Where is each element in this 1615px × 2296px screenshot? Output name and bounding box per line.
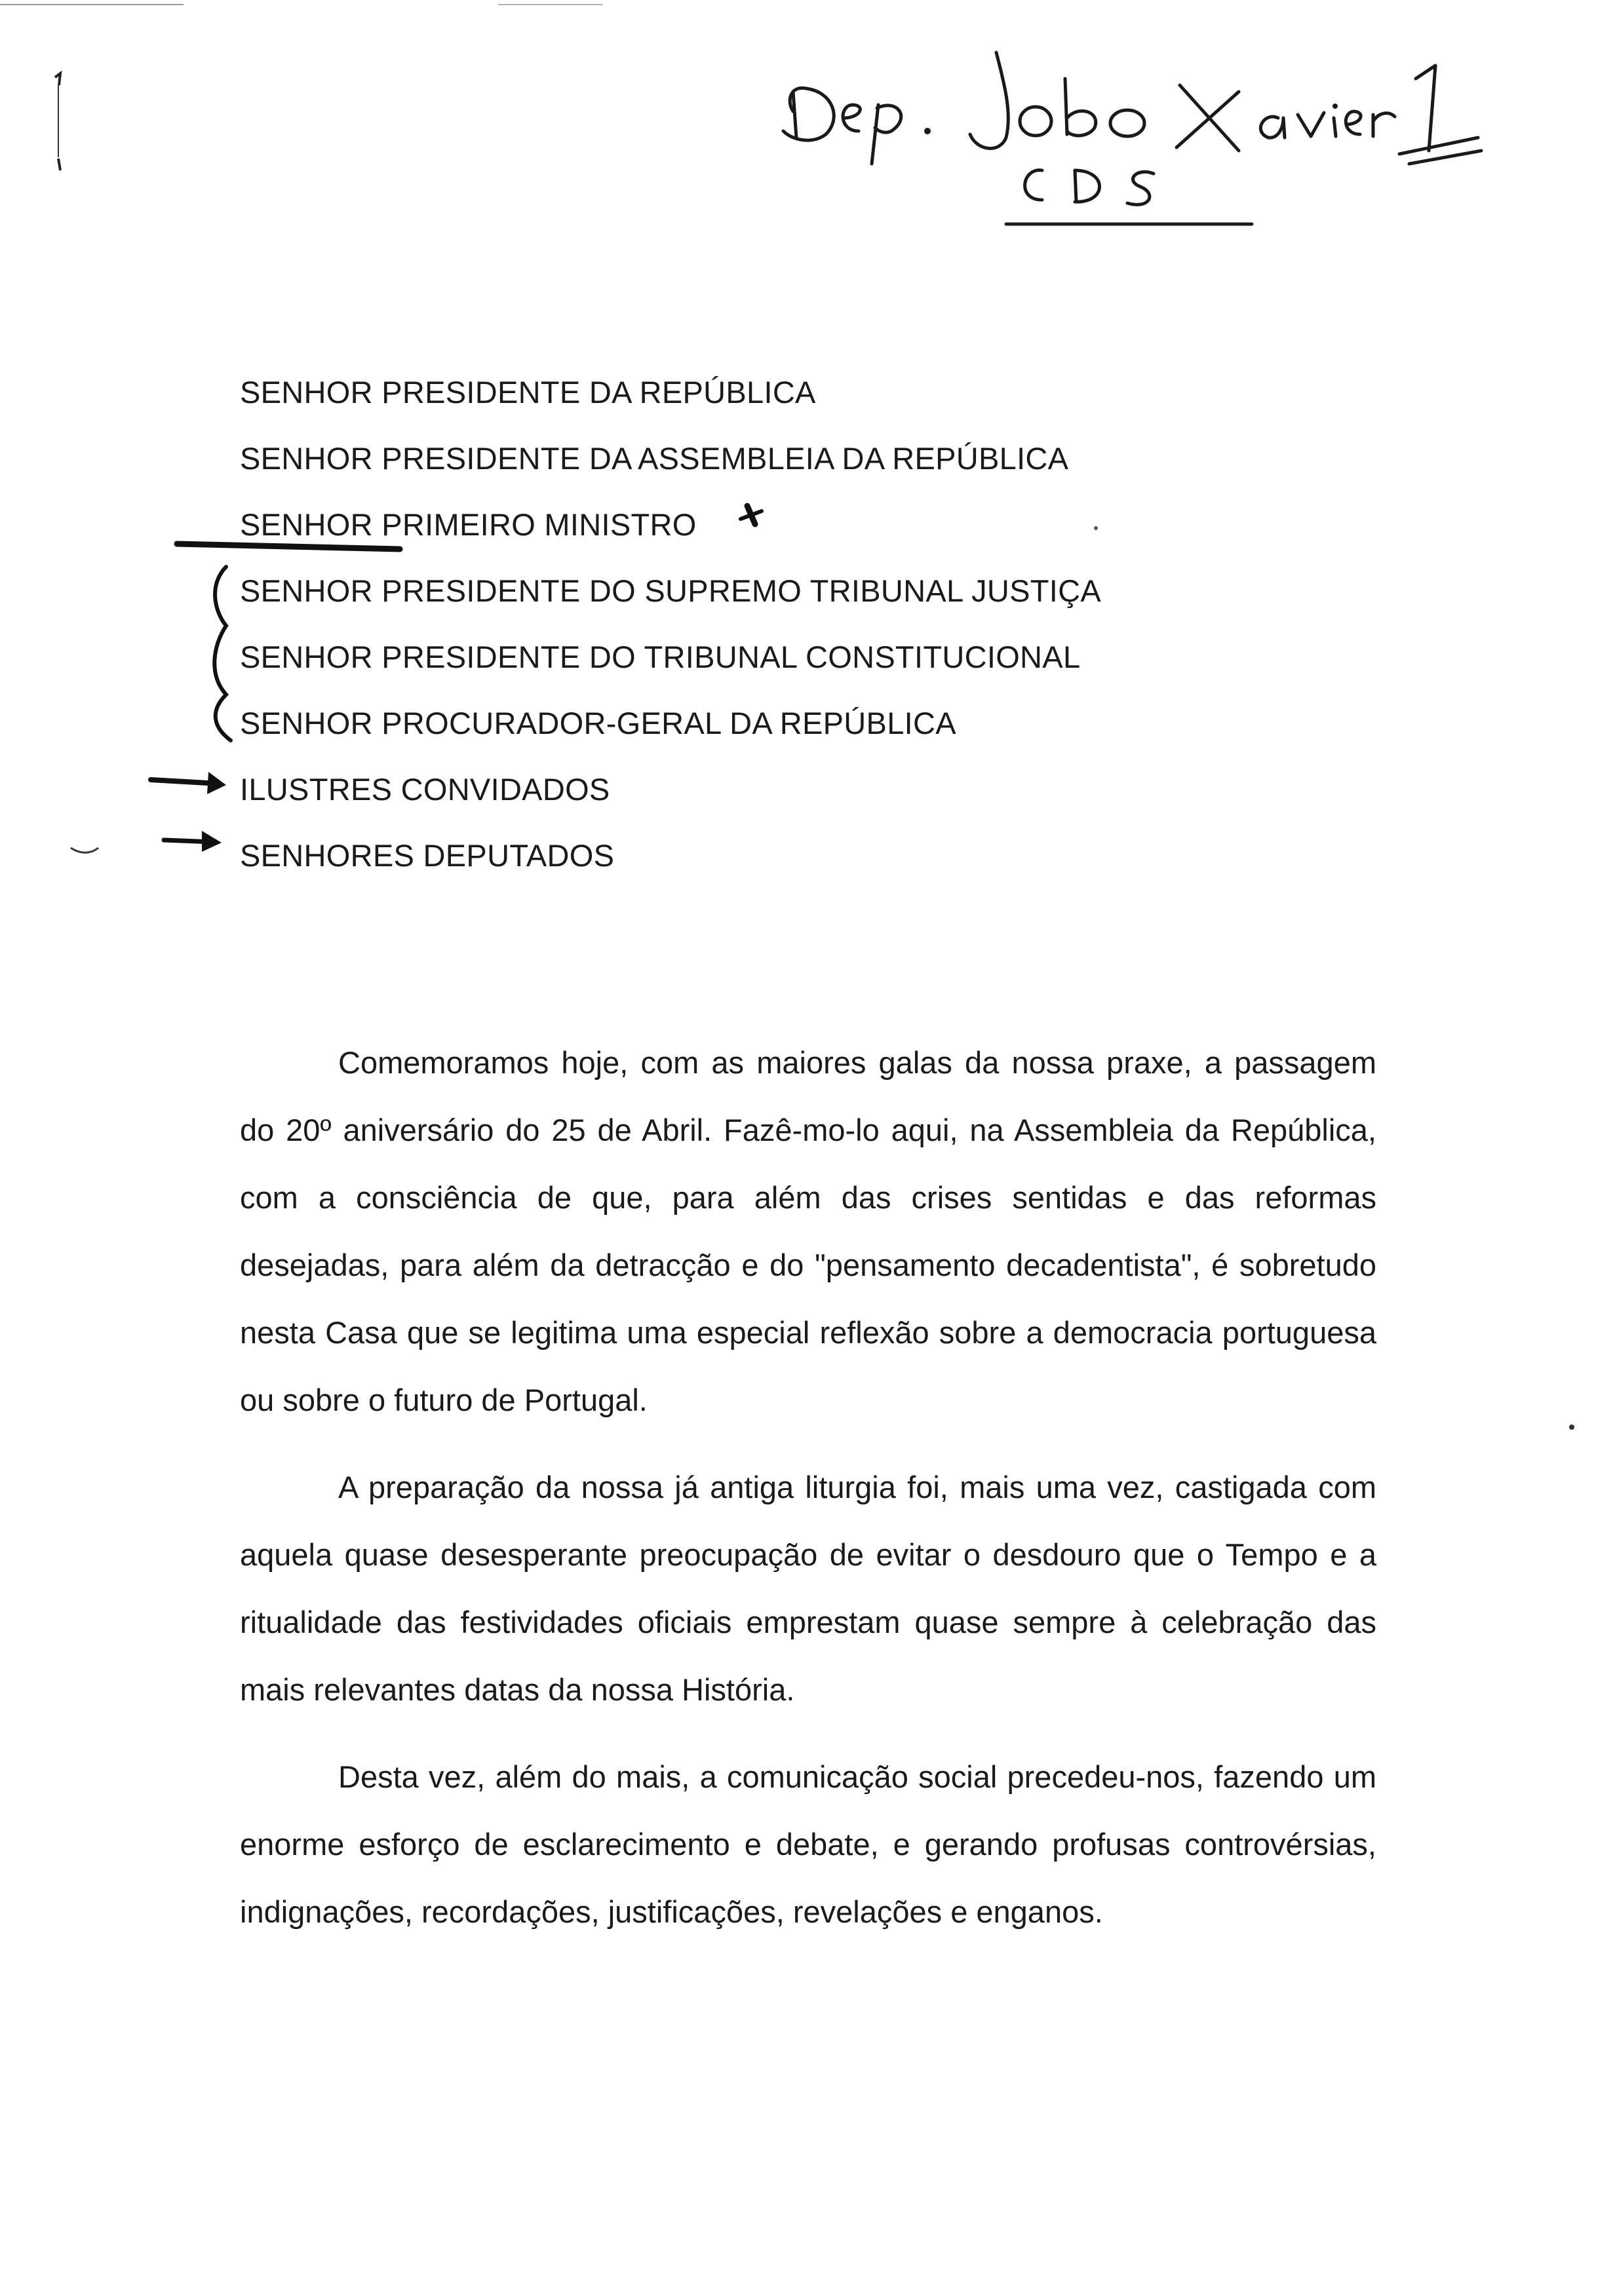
salutation-line: ILUSTRES CONVIDADOS	[240, 772, 610, 807]
salutation-line: SENHOR PROCURADOR-GERAL DA REPÚBLICA	[240, 706, 956, 740]
salutation-line: SENHOR PRESIDENTE DO SUPREMO TRIBUNAL JUSTIÇA	[240, 573, 1102, 608]
salutation-line: SENHORES DEPUTADOS	[240, 838, 615, 873]
body-paragraph: Comemoramos hoje, com as maiores galas da nossa praxe, a passagem do 20º aniversário do 25 de Abril. Fazê-mo-lo aqui, na Assembleia da República, com a consciência de que, para além das crises sentidas e das reformas desejadas, para além da detracção e do "pensamento decadentista", é sobretudo nesta Casa que se legitima uma especial reflexão sobre a democracia portuguesa ou sobre o futuro de Portugal.	[240, 1045, 1376, 1417]
salutation-line: SENHOR PRESIDENTE DO TRIBUNAL CONSTITUCIONAL	[240, 640, 1081, 674]
salutation-list	[240, 359, 1485, 889]
salutation-line: SENHOR PRIMEIRO MINISTRO	[240, 507, 697, 542]
body-paragraph: A preparação da nossa já antiga liturgia foi, mais uma vez, castigada com aquela quase desesperante preocupação de evitar o desdouro que o Tempo e a ritualidade das festividades oficiais emprestam quase sempre à celebração das mais relevantes datas da nossa História.	[240, 1470, 1376, 1707]
salutation-line: SENHOR PRESIDENTE DA ASSEMBLEIA DA REPÚBLICA	[240, 441, 1069, 476]
salutation-line: SENHOR PRESIDENTE DA REPÚBLICA	[240, 375, 816, 410]
body-paragraph: Desta vez, além do mais, a comunicação social precedeu-nos, fazendo um enorme esforço de esclarecimento e debate, e gerando profusas controvérsias, indignações, recordações, justificações, revelações e enganos.	[240, 1759, 1376, 1929]
speech-body	[240, 1029, 1376, 1965]
scan-speck	[1565, 1421, 1578, 1434]
